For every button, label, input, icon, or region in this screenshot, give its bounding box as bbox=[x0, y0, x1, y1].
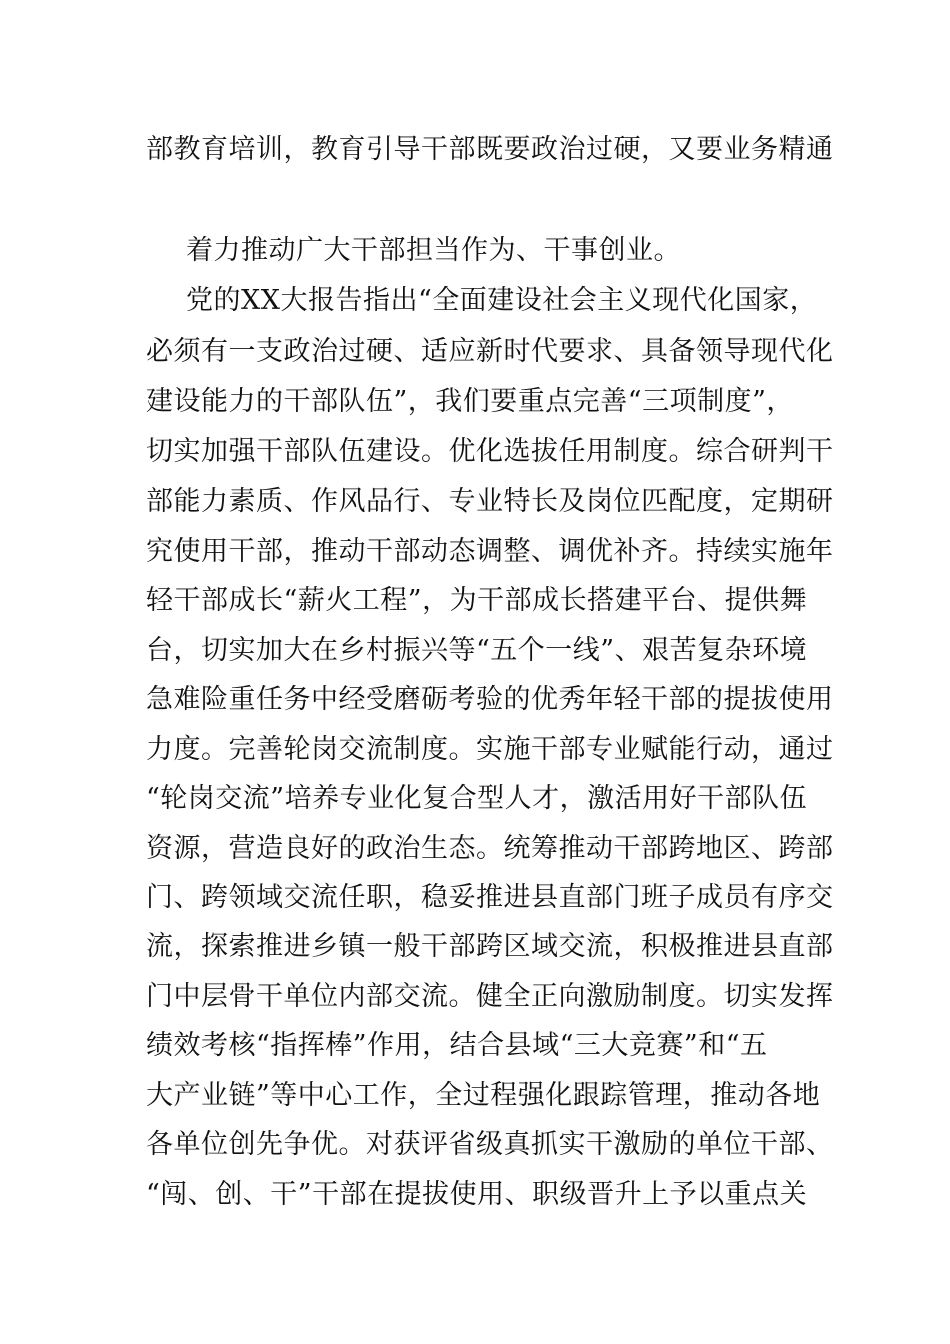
text-line: 门中层骨干单位内部交流。健全正向激励制度。切实发挥 bbox=[146, 981, 834, 1012]
text-line: 台，切实加大在乡村振兴等“五个一线”、艰苦复杂环境 bbox=[146, 635, 808, 666]
text-line: 必须有一支政治过硬、适应新时代要求、具备领导现代化 bbox=[146, 336, 834, 367]
text-line: 究使用干部，推动干部动态调整、调优补齐。持续实施年 bbox=[146, 536, 834, 567]
text-line: 轻干部成长“薪火工程”，为干部成长搭建平台、提供舞 bbox=[146, 585, 808, 616]
text-line: 各单位创先争优。对获评省级真抓实干激励的单位干部、 bbox=[146, 1129, 834, 1160]
text-line: 部教育培训，教育引导干部既要政治过硬，又要业务精通 bbox=[146, 134, 834, 165]
text-line: 党的XX大报告指出“全面建设社会主义现代化国家， bbox=[186, 285, 818, 316]
text-line: 力度。完善轮岗交流制度。实施干部专业赋能行动，通过 bbox=[146, 734, 834, 765]
text-line: “闯、创、干”干部在提拔使用、职级晋升上予以重点关 bbox=[146, 1179, 808, 1210]
text-line: 资源，营造良好的政治生态。统筹推动干部跨地区、跨部 bbox=[146, 833, 834, 864]
text-line: 急难险重任务中经受磨砺考验的优秀年轻干部的提拔使用 bbox=[146, 684, 834, 715]
text-line: 建设能力的干部队伍”，我们要重点完善“三项制度”， bbox=[146, 386, 794, 417]
text-line: 流，探索推进乡镇一般干部跨区域交流，积极推进县直部 bbox=[146, 931, 834, 962]
text-line: 着力推动广大干部担当作为、干事创业。 bbox=[186, 235, 681, 266]
text-line: “轮岗交流”培养专业化复合型人才，激活用好干部队伍 bbox=[146, 783, 808, 814]
text-line: 大产业链”等中心工作，全过程强化跟踪管理，推动各地 bbox=[146, 1080, 821, 1111]
text-line: 切实加强干部队伍建设。优化选拔任用制度。综合研判干 bbox=[146, 436, 834, 467]
text-line: 门、跨领域交流任职，稳妥推进县直部门班子成员有序交 bbox=[146, 882, 834, 913]
text-line: 部能力素质、作风品行、专业特长及岗位匹配度，定期研 bbox=[146, 486, 834, 517]
text-line: 绩效考核“指挥棒”作用，结合县域“三大竞赛”和“五 bbox=[146, 1030, 768, 1061]
